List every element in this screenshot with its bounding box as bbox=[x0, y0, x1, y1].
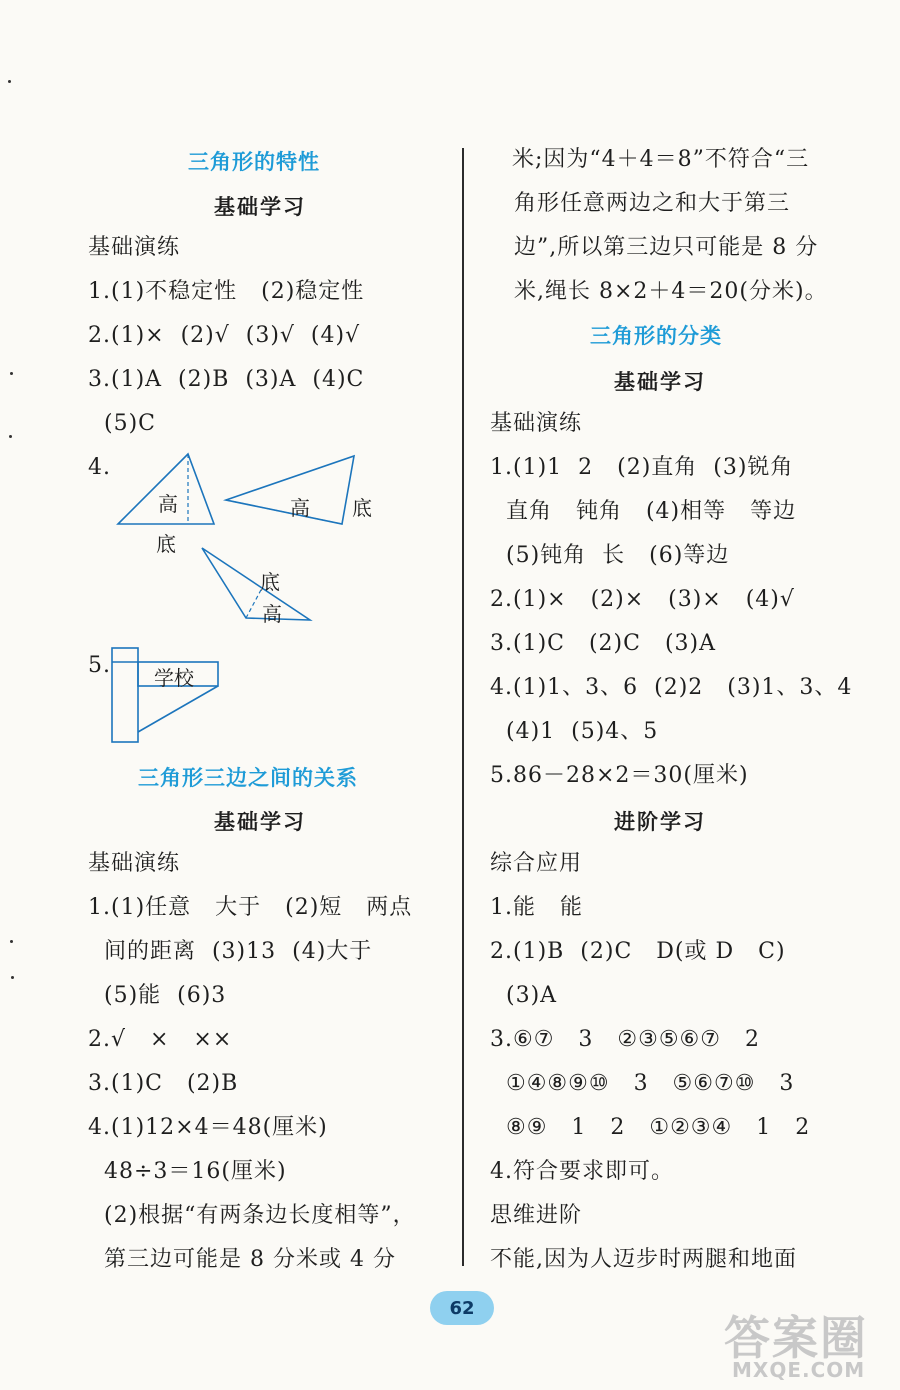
watermark-text: 答案圈 bbox=[724, 1311, 868, 1365]
text-line: 基础演练 bbox=[88, 235, 181, 260]
support-brace bbox=[138, 686, 218, 732]
subsection-basic-study: 基础学习 bbox=[614, 370, 706, 394]
height-line-2 bbox=[226, 500, 342, 524]
watermark-url: MXQE.COM bbox=[732, 1358, 866, 1382]
text-line: 间的距离 (3)13 (4)大于 bbox=[88, 939, 373, 964]
text-line: 1.能 能 bbox=[490, 895, 583, 920]
scan-dot bbox=[10, 940, 13, 943]
question-5-label: 5. bbox=[88, 653, 111, 678]
page-number-badge: 62 bbox=[430, 1291, 494, 1325]
subsection-advanced-study: 进阶学习 bbox=[614, 810, 706, 834]
section-title-triangle-classification: 三角形的分类 bbox=[590, 324, 722, 348]
text-line: 第三边可能是 8 分米或 4 分 bbox=[88, 1247, 396, 1272]
text-line: 1.(1)1 2 (2)直角 (3)锐角 bbox=[490, 455, 794, 480]
text-line: 不能,因为人迈步时两腿和地面 bbox=[490, 1247, 797, 1272]
text-line: (2)根据“有两条边长度相等”， bbox=[88, 1203, 416, 1228]
text-line: (5)钝角 长 (6)等边 bbox=[490, 543, 730, 568]
label-height: 高 bbox=[262, 602, 282, 626]
text-line: 2.(1)B (2)C D(或 D C) bbox=[490, 939, 786, 964]
text-line: 1.(1)任意 大于 (2)短 两点 bbox=[88, 895, 413, 920]
watermark-logo bbox=[724, 1300, 892, 1386]
text-line: 3.(1)A (2)B (3)A (4)C bbox=[88, 367, 365, 392]
text-line: 48÷3＝16(厘米) bbox=[88, 1159, 287, 1184]
section-title-triangle-properties: 三角形的特性 bbox=[188, 150, 320, 174]
text-line: 米;因为“4＋4＝8”不符合“三 bbox=[512, 147, 810, 172]
text-line: 4.(1)12×4＝48(厘米) bbox=[88, 1115, 328, 1140]
text-line: (4)1 (5)4、5 bbox=[490, 719, 659, 744]
text-line: 1.(1)不稳定性 (2)稳定性 bbox=[88, 279, 365, 304]
text-line: 米,绳长 8×2＋4＝20(分米)。 bbox=[514, 279, 828, 304]
text-line: 思维进阶 bbox=[490, 1203, 583, 1228]
text-line: 直角 钝角 (4)相等 等边 bbox=[490, 499, 797, 524]
text-line: 角形任意两边之和大于第三 bbox=[514, 191, 791, 216]
text-line: 5.86－28×2＝30(厘米) bbox=[490, 763, 749, 788]
label-height: 高 bbox=[290, 496, 310, 520]
text-line: 2.(1)× (2)× (3)× (4)√ bbox=[490, 587, 795, 612]
subsection-basic-study: 基础学习 bbox=[214, 810, 306, 834]
column-divider bbox=[462, 148, 464, 1266]
scan-dot bbox=[10, 372, 13, 375]
text-line: 2.(1)× (2)√ (3)√ (4)√ bbox=[88, 323, 361, 348]
triangle-3 bbox=[202, 548, 310, 620]
text-line: 基础演练 bbox=[490, 411, 583, 436]
text-line: 3.⑥⑦ 3 ②③⑤⑥⑦ 2 bbox=[490, 1027, 760, 1052]
text-line: (3)A bbox=[490, 983, 558, 1008]
scan-dot bbox=[8, 80, 11, 83]
text-line: 2.√ × ×× bbox=[88, 1027, 233, 1052]
scan-dot bbox=[9, 435, 12, 438]
label-base: 底 bbox=[156, 532, 176, 556]
text-line: 3.(1)C (2)C (3)A bbox=[490, 631, 716, 656]
text-line: 基础演练 bbox=[88, 851, 181, 876]
text-line: 3.(1)C (2)B bbox=[88, 1071, 239, 1096]
label-school: 学校 bbox=[154, 666, 194, 690]
text-line: 4.符合要求即可。 bbox=[490, 1159, 674, 1184]
subsection-basic-study: 基础学习 bbox=[214, 195, 306, 219]
question-4-label: 4. bbox=[88, 455, 111, 480]
text-line: 4.(1)1、3、6 (2)2 (3)1、3、4 bbox=[490, 675, 853, 700]
section-title-triangle-sides: 三角形三边之间的关系 bbox=[138, 766, 358, 790]
text-line: 边”,所以第三边只可能是 8 分 bbox=[514, 235, 819, 260]
text-line: (5)C bbox=[88, 411, 156, 436]
school-figure bbox=[110, 646, 230, 746]
text-line: 综合应用 bbox=[490, 851, 583, 876]
label-height: 高 bbox=[158, 492, 178, 516]
scan-dot bbox=[11, 976, 14, 979]
label-base: 底 bbox=[260, 570, 280, 594]
text-line: (5)能 (6)3 bbox=[88, 983, 227, 1008]
text-line: ①④⑧⑨⑩ 3 ⑤⑥⑦⑩ 3 bbox=[490, 1071, 795, 1096]
triangle-figures bbox=[110, 448, 370, 628]
text-line: ⑧⑨ 1 2 ①②③④ 1 2 bbox=[490, 1115, 811, 1140]
label-base: 底 bbox=[352, 496, 372, 520]
